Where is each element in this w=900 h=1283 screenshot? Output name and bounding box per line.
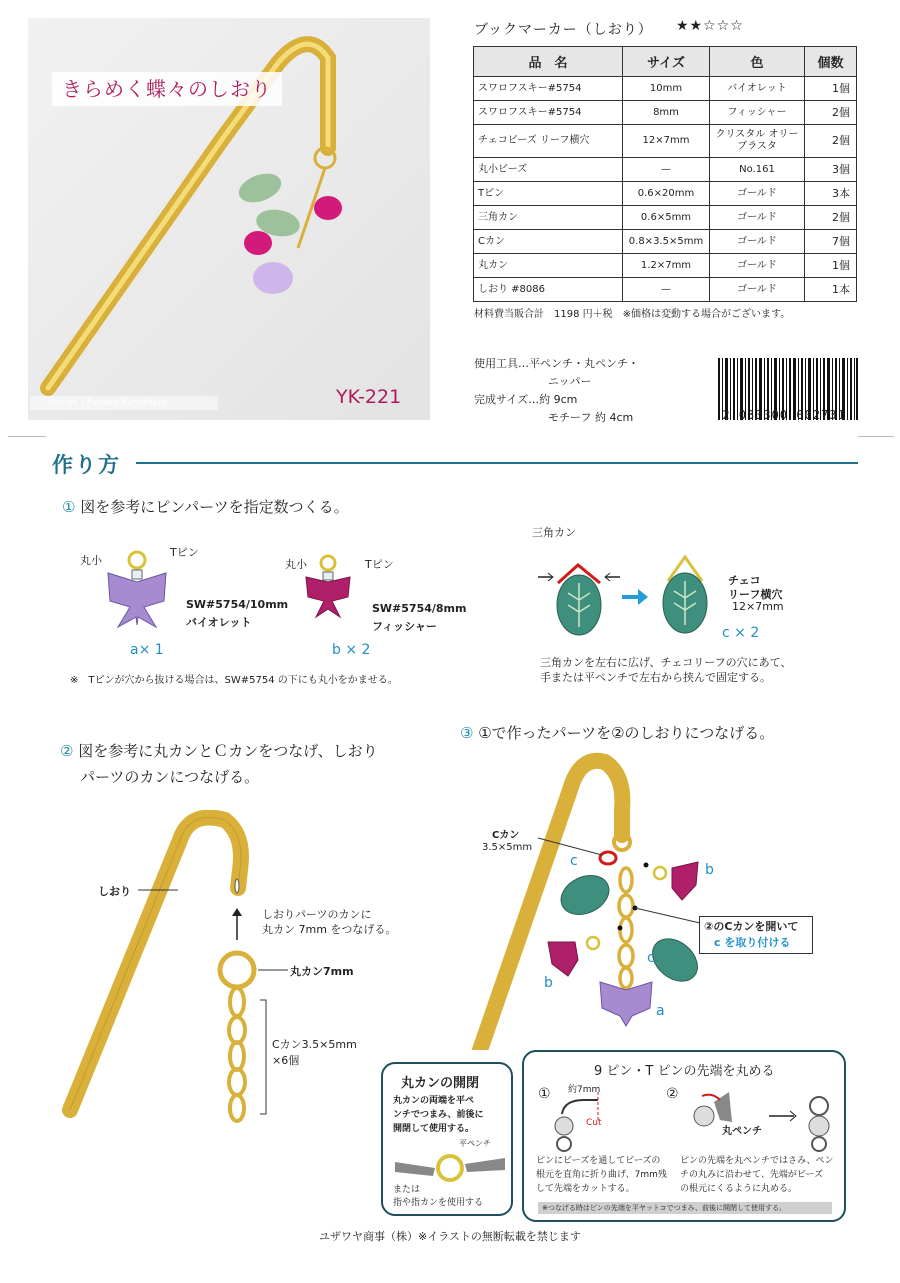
step1-note: ※ Tピンが穴から抜ける場合は、SW#5754 の下にも丸小をかませる。: [70, 675, 398, 686]
pin-step1-number: ①: [538, 1086, 551, 1102]
marukan-alt-1: または: [393, 1185, 421, 1195]
step2-instruction: [60, 738, 440, 790]
pin-step2-text-1: ピンの先端を丸ペンチではさみ、ペン: [680, 1156, 834, 1166]
cell-qty: 1個: [805, 254, 857, 278]
marukan-text-1: 丸カンの両端を平ペ: [393, 1096, 475, 1106]
cell-color: ゴールド: [710, 182, 805, 206]
pin-step1-text-2: 根元を直角に折り曲げ、7mm残: [536, 1170, 667, 1180]
cell-color: フィッシャー: [710, 101, 805, 125]
cell-name: 三角カン: [474, 206, 623, 230]
cell-name: スワロフスキー#5754: [474, 77, 623, 101]
materials-table: [473, 46, 857, 302]
step1-text: 図を参考にピンパーツを指定数つくる。: [80, 498, 349, 516]
table-row: [474, 254, 857, 278]
step2-text2: パーツのカンにつなげる。: [80, 768, 260, 786]
step2-ckan-label-2: ×6個: [272, 1054, 300, 1067]
sankaku-note-1: 三角カンを左右に広げ、チェコリーフの穴にあて、: [540, 656, 792, 669]
tools-line1: 平ペンチ・丸ペンチ・: [529, 357, 639, 370]
divider-right: [858, 436, 894, 437]
step1-a-color-label: バイオレット: [186, 616, 252, 629]
cell-qty: 7個: [805, 230, 857, 254]
cell-qty: 1本: [805, 278, 857, 302]
cell-size: 0.6×20mm: [623, 182, 710, 206]
marukan-box-title: 丸カンの開閉: [401, 1076, 480, 1091]
step2-number: ②: [60, 742, 74, 760]
cell-qty: 2個: [805, 206, 857, 230]
pin-plier-label: 丸ペンチ: [722, 1126, 762, 1137]
cell-qty: 1個: [805, 77, 857, 101]
pin-step1-text-1: ピンにビーズを通してビーズの: [536, 1156, 661, 1166]
step3-number: ③: [460, 724, 474, 742]
pin-step2-text-2: チの丸みに沿わせて、先端がビーズ: [680, 1170, 824, 1180]
plier-icon: [395, 1148, 505, 1184]
step3-instruction: [460, 722, 774, 743]
table-row: [474, 125, 857, 158]
product-code: YK-221: [336, 386, 402, 408]
section-title: 作り方: [52, 453, 121, 477]
sankaku-illustration: [530, 545, 740, 640]
cell-name: Cカン: [474, 230, 623, 254]
section-rule: [136, 462, 858, 464]
step2-attach-1: しおりパーツのカンに: [262, 908, 372, 921]
pin-step1-text-3: して先端をカットする。: [536, 1184, 635, 1194]
sankaku-label: 三角カン: [532, 526, 576, 539]
cell-name: 丸小ビーズ: [474, 158, 623, 182]
barcode-number: 2 033300 002731: [722, 408, 846, 422]
czech-label-2: リーフ横穴: [728, 588, 783, 601]
marukan-box: [381, 1062, 513, 1216]
step2-ckan-label-1: Cカン3.5×5mm: [272, 1038, 357, 1051]
pin-round-box: [522, 1050, 846, 1222]
cell-color: ゴールド: [710, 230, 805, 254]
step1-a-maru-label: 丸小: [80, 554, 102, 567]
pin-cut-label: Cut: [586, 1118, 602, 1128]
size-line2: モチーフ 約 4cm: [548, 411, 634, 424]
czech-label-1: チェコ: [728, 574, 761, 587]
cell-name: スワロフスキー#5754: [474, 101, 623, 125]
marukan-alt-2: 指や指カンを使用する: [393, 1198, 484, 1208]
pin-round-box-title: 9 ピン・T ピンの先端を丸める: [594, 1064, 775, 1079]
pin-step2-number: ②: [666, 1086, 679, 1102]
step3-label-b-left: b: [544, 975, 553, 991]
column-header-size: サイズ: [623, 47, 710, 77]
step3-label-c-top: c: [570, 853, 578, 869]
cell-name: チェコビーズ リーフ横穴: [474, 125, 623, 158]
step3-ckan-label-2: 3.5×5mm: [482, 842, 533, 853]
marukan-text-3: 開閉して使用する。: [393, 1124, 475, 1134]
step3-illustration: [450, 750, 850, 1050]
step1-b-tpin-label: Tピン: [365, 558, 394, 571]
table-row: [474, 230, 857, 254]
step3-note-2: c を取り付ける: [714, 936, 791, 949]
cell-qty: 3個: [805, 158, 857, 182]
step3-note-1: ②のCカンを開いて: [704, 920, 799, 933]
photo-title: きらめく蝶々のしおり: [52, 72, 282, 106]
column-header-qty: 個数: [805, 47, 857, 77]
step2-marukan-label: 丸カン7mm: [290, 965, 354, 978]
size-line1: 約 9cm: [539, 393, 578, 406]
cell-color: ゴールド: [710, 206, 805, 230]
step1-b-color-label: フィッシャー: [372, 620, 437, 633]
step3-label-b-right: b: [705, 862, 714, 878]
cell-size: 0.8×3.5×5mm: [623, 230, 710, 254]
step3-label-c-bottom: c: [647, 950, 655, 966]
step1-instruction: [62, 496, 349, 517]
difficulty-stars: ★★☆☆☆: [676, 18, 744, 34]
step3-label-a: a: [656, 1003, 665, 1019]
tools-label: 使用工具…: [474, 357, 529, 370]
design-credit: design : Fumiko Kumahara: [30, 396, 218, 410]
cell-size: —: [623, 158, 710, 182]
step1-a-tpin-label: Tピン: [170, 546, 199, 559]
cell-color: バイオレット: [710, 77, 805, 101]
cell-name: 丸カン: [474, 254, 623, 278]
step1-b-sw-label: SW#5754/8mm: [372, 602, 467, 615]
step2-attach-2: 丸カン 7mm をつなげる。: [262, 923, 397, 936]
table-row: [474, 158, 857, 182]
step3-note-box: [699, 916, 813, 954]
product-name: ブックマーカー（しおり）: [474, 22, 653, 38]
step2-shiori-label: しおり: [98, 885, 131, 898]
table-row: [474, 101, 857, 125]
cell-qty: 3本: [805, 182, 857, 206]
step1-b-count: b × 2: [332, 642, 371, 658]
cell-size: —: [623, 278, 710, 302]
cell-name: しおり #8086: [474, 278, 623, 302]
cell-name: Tピン: [474, 182, 623, 206]
pin-note: ※つなげる時はピンの先端を平ヤットコでつまみ、前後に開閉して使用する。: [538, 1202, 832, 1214]
step1-a-sw-label: SW#5754/10mm: [186, 598, 289, 611]
table-row: [474, 77, 857, 101]
cell-color: ゴールド: [710, 278, 805, 302]
column-header-name: 品 名: [474, 47, 623, 77]
cell-qty: 2個: [805, 125, 857, 158]
cell-color: ゴールド: [710, 254, 805, 278]
size-label: 完成サイズ…: [474, 393, 540, 406]
step3-text: ①で作ったパーツを②のしおりにつなげる。: [478, 724, 775, 742]
step1-c-count: c × 2: [722, 625, 760, 641]
pin-rounding-illustration: [554, 1092, 844, 1152]
cell-color: クリスタル オリーブラスタ: [710, 125, 805, 158]
pin-length-label: 約7mm: [568, 1085, 601, 1095]
sankaku-note-2: 手または平ペンチで左右から挟んで固定する。: [540, 671, 771, 684]
cell-size: 10mm: [623, 77, 710, 101]
tools-info: [474, 355, 639, 427]
step1-number: ①: [62, 498, 76, 516]
marukan-text-2: ンチでつまみ、前後に: [393, 1110, 484, 1120]
step1-a-count: a× 1: [130, 642, 164, 658]
cell-size: 0.6×5mm: [623, 206, 710, 230]
step2-illustration: [60, 810, 380, 1230]
step1-b-maru-label: 丸小: [285, 558, 307, 571]
cell-size: 12×7mm: [623, 125, 710, 158]
cell-size: 1.2×7mm: [623, 254, 710, 278]
tools-line2: ニッパー: [548, 375, 592, 388]
table-row: [474, 182, 857, 206]
cell-size: 8mm: [623, 101, 710, 125]
cell-color: No.161: [710, 158, 805, 182]
marukan-plier-label: 平ペンチ: [459, 1139, 491, 1148]
table-row: [474, 206, 857, 230]
table-row: [474, 278, 857, 302]
column-header-color: 色: [710, 47, 805, 77]
pin-step2-text-3: の根元にくるように丸める。: [680, 1184, 798, 1194]
cell-qty: 2個: [805, 101, 857, 125]
divider-left: [8, 436, 46, 437]
footer: ユザワヤ商事（株）※イラストの無断転載を禁じます: [319, 1230, 581, 1243]
step2-text1: 図を参考に丸カンとＣカンをつなげ、しおり: [78, 742, 378, 760]
czech-label-3: 12×7mm: [732, 600, 784, 613]
step3-ckan-label-1: Cカン: [492, 830, 520, 841]
price-note: 材料費当販合計 1198 円＋税 ※価格は変動する場合がございます。: [474, 309, 791, 320]
